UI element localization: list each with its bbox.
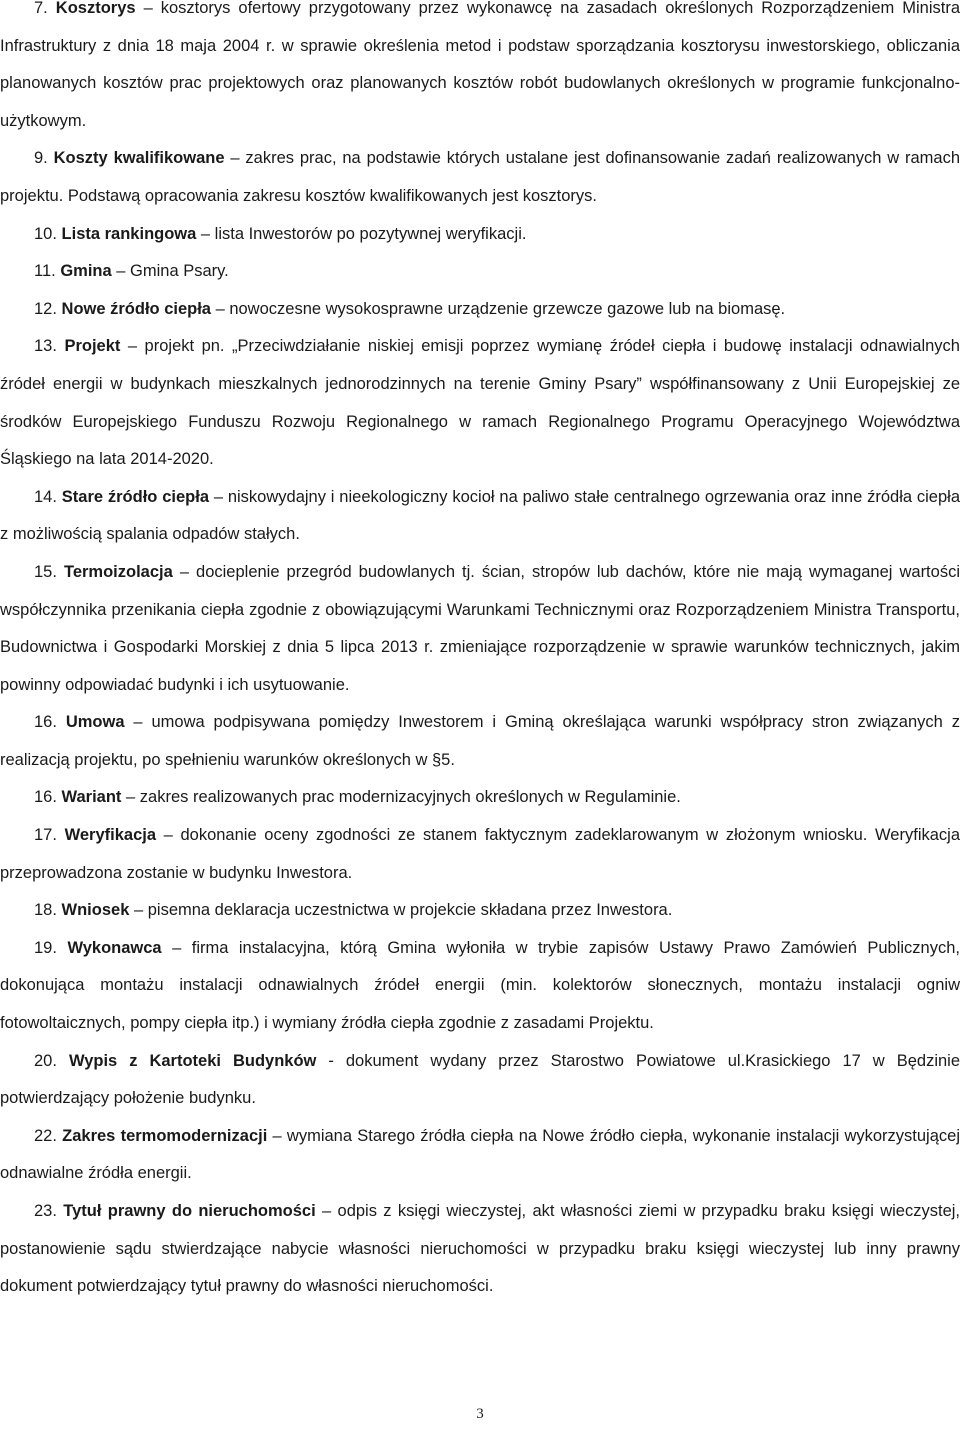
definition-item <box>0 554 960 704</box>
item-text: – kosztorys ofertowy przygotowany przez wykonawcę na zasadach określonych Rozporządzeniem Ministra Infrastruktury z dnia 18 maja 2004 r. w sprawie określenia metod i podstaw sporządzania kosztorysu inwestorskiego, obliczania planowanych kosztów prac projektowych oraz planowanych kosztów robót budowlanych określonych w programie funkcjonalno-użytkowym. <box>0 0 960 130</box>
item-text: – dokonanie oceny zgodności ze stanem faktycznym zadeklarowanym w złożonym wniosku. Weryfikacja przeprowadzona zostanie w budynku Inwestora. <box>0 826 960 882</box>
item-text: – pisemna deklaracja uczestnictwa w projekcie składana przez Inwestora. <box>129 901 673 920</box>
item-text: – wymiana Starego źródła ciepła na Nowe źródło ciepła, wykonanie instalacji wykorzystującej odnawialne źródła energii. <box>0 1126 960 1183</box>
item-term: Koszty kwalifikowane <box>53 149 225 168</box>
item-term: Projekt <box>64 337 121 356</box>
item-number: 13. <box>34 337 57 356</box>
definition-item <box>0 930 960 1043</box>
item-term: Wypis z Kartoteki Budynków <box>68 1051 317 1070</box>
item-text: – projekt pn. „Przeciwdziałanie niskiej emisji poprzez wymianę źródeł ciepła i budowę instalacji odnawialnych źródeł energii w budynkach mieszkalnych jednorodzinnych na terenie Gminy Psary” współfinansowany z Unii Europejskiej ze środków Europejskiego Funduszu Rozwoju Regionalnego w ramach Regionalnego Programu Operacyjnego Województwa Śląskiego na lata 2014-2020. <box>0 337 960 469</box>
item-term: Nowe źródło ciepła <box>61 299 211 318</box>
page-number: 3 <box>476 1406 484 1422</box>
item-term: Wykonawca <box>67 938 162 957</box>
item-number: 22. <box>34 1126 57 1145</box>
item-term: Weryfikacja <box>64 826 157 845</box>
item-term: Wniosek <box>61 901 130 920</box>
definition-item <box>0 1043 960 1118</box>
item-text: – nowoczesne wysokosprawne urządzenie grzewcze gazowe lub na biomasę. <box>210 299 786 318</box>
item-term: Wariant <box>61 788 122 807</box>
definition-item <box>0 704 960 779</box>
definition-item <box>0 216 960 254</box>
item-term: Umowa <box>65 713 125 732</box>
item-number: 9. <box>34 149 48 168</box>
item-number: 12. <box>34 299 57 318</box>
definition-item <box>0 1118 960 1193</box>
item-text: – niskowydajny i nieekologiczny kocioł na paliwo stałe centralnego ogrzewania oraz inne źródła ciepła z możliwością spalania odpadów stałych. <box>0 487 960 544</box>
item-text: – lista Inwestorów po pozytywnej weryfikacji. <box>196 224 527 243</box>
item-number: 23. <box>34 1202 57 1220</box>
definition-item <box>0 779 960 817</box>
item-term: Kosztorys <box>55 0 136 17</box>
item-number: 15. <box>34 562 57 581</box>
item-text: – zakres prac, na podstawie których ustalane jest dofinansowanie zadań realizowanych w ramach projektu. Podstawą opracowania zakresu kosztów kwalifikowanych jest kosztorys. <box>0 149 960 205</box>
item-text: – zakres realizowanych prac modernizacyjnych określonych w Regulaminie. <box>121 788 681 807</box>
item-number: 19. <box>34 938 57 957</box>
item-text: – odpis z księgi wieczystej, akt własności ziemi w przypadku braku księgi wieczystej, postanowienie sądu stwierdzające nabycie własności nieruchomości w przypadku braku księgi wieczystej lub inny prawny dokument potwierdzający tytuł prawny do własności nieruchomości. <box>0 1202 960 1296</box>
definition-item <box>0 817 960 892</box>
item-text: – docieplenie przegród budowlanych tj. ścian, stropów lub dachów, które nie mają wymaganej wartości współczynnika przenikania ciepła zgodnie z obowiązującymi Warunkami Technicznymi oraz Rozporządzeniem Ministra Transportu, Budownictwa i Gospodarki Morskiej z dnia 5 lipca 2013 r. zmieniające rozporządzenie w sprawie warunków technicznych, jakim powinny odpowiadać budynki i ich usytuowanie. <box>0 562 960 694</box>
item-text: – firma instalacyjna, którą Gmina wyłoniła w trybie zapisów Ustawy Prawo Zamówień Publicznych, dokonująca montażu instalacji odnawialnych źródeł energii (min. kolektorów słonecznych, montażu instalacji ogniw fotowoltaicznych, pompy ciepła itp.) i wymiany źródła ciepła zgodnie z zasadami Projektu. <box>0 938 960 1033</box>
definition-item <box>0 0 960 140</box>
definition-item <box>0 1193 960 1306</box>
item-number: 17. <box>34 826 57 845</box>
item-number: 16. <box>34 713 57 732</box>
item-text: – Gmina Psary. <box>111 262 229 281</box>
item-term: Stare źródło ciepła <box>61 487 209 506</box>
item-number: 18. <box>34 901 57 920</box>
definition-item <box>0 479 960 554</box>
item-term: Gmina <box>60 262 112 281</box>
item-term: Lista rankingowa <box>61 224 197 243</box>
definition-item <box>0 253 960 291</box>
item-number: 20. <box>34 1051 57 1070</box>
item-text: – umowa podpisywana pomiędzy Inwestorem i Gminą określająca warunki współpracy stron związanych z realizacją projektu, po spełnieniu warunków określonych w §5. <box>0 713 960 769</box>
item-number: 10. <box>34 224 57 243</box>
definition-item <box>0 328 960 478</box>
item-number: 7. <box>34 0 48 17</box>
definition-item <box>0 140 960 215</box>
definition-item <box>0 892 960 930</box>
item-text: - dokument wydany przez Starostwo Powiatowe ul.Krasickiego 17 w Będzinie potwierdzający położenie budynku. <box>0 1051 960 1108</box>
item-term: Zakres termomodernizacji <box>62 1126 268 1145</box>
definition-item <box>0 291 960 329</box>
item-number: 11. <box>34 262 56 281</box>
item-number: 16. <box>34 788 57 807</box>
item-term: Termoizolacja <box>63 562 173 581</box>
item-term: Tytuł prawny do nieruchomości <box>63 1202 316 1220</box>
item-number: 14. <box>34 487 57 506</box>
